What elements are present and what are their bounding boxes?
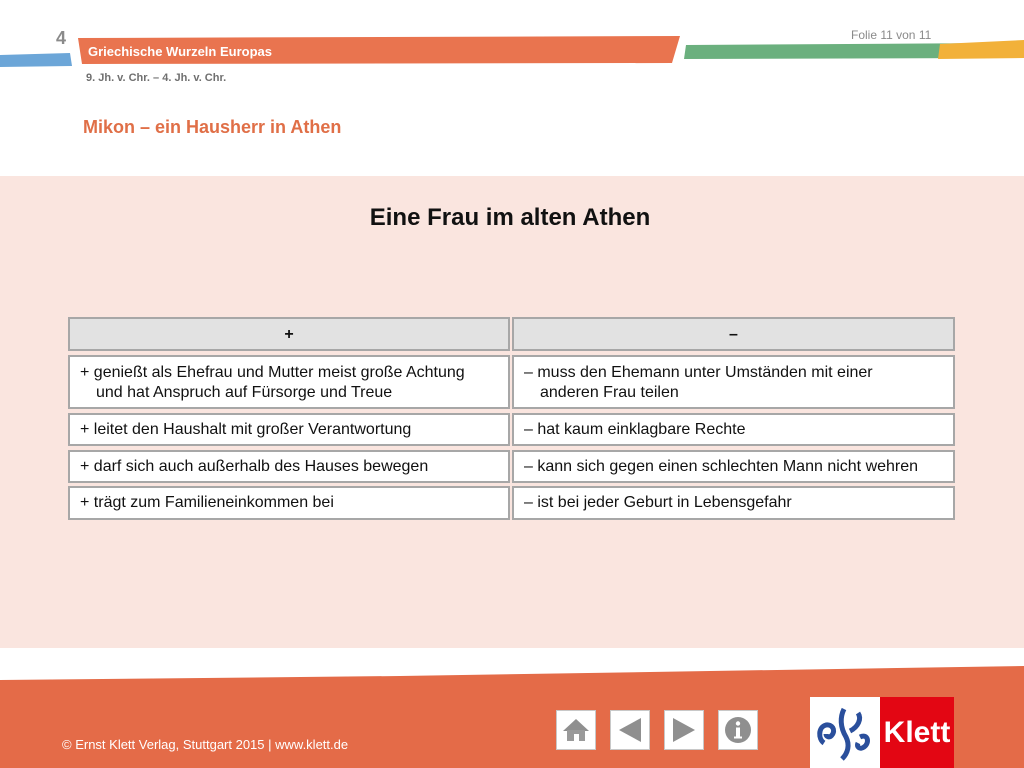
table-row-4-plus <box>68 486 510 520</box>
table-row-3-minus <box>512 450 955 483</box>
table-row-1-plus <box>68 355 510 409</box>
next-button[interactable] <box>664 710 704 750</box>
cell-line: + leitet den Haushalt mit großer Verantwortung <box>80 421 412 438</box>
previous-icon <box>615 715 645 745</box>
klett-wordmark: Klett <box>880 697 954 768</box>
cell-line: – kann sich gegen einen schlechten Mann nicht wehren <box>524 458 919 475</box>
cell-line: + trägt zum Familieneinkommen bei <box>80 494 334 511</box>
cell-line: – hat kaum einklagbare Rechte <box>524 421 746 438</box>
topic-title: Mikon – ein Hausherr in Athen <box>83 117 342 137</box>
cell-line: – ist bei jeder Geburt in Lebensgefahr <box>524 494 792 511</box>
klett-logo[interactable] <box>810 697 954 768</box>
slide-counter: Folie 11 von 11 <box>851 28 932 42</box>
info-icon <box>723 715 753 745</box>
klett-emblem-icon <box>810 697 880 768</box>
table-row-3-plus <box>68 450 510 483</box>
table-row-2-minus <box>512 413 955 446</box>
cell-line: + genießt als Ehefrau und Mutter meist große Achtung <box>80 364 465 381</box>
table-row-1-minus <box>512 355 955 409</box>
table-row-4-minus <box>512 486 955 520</box>
home-button[interactable] <box>556 710 596 750</box>
chapter-title: Griechische Wurzeln Europas <box>88 44 272 59</box>
table-header-minus: – <box>512 317 955 351</box>
cell-line: und hat Anspruch auf Fürsorge und Treue <box>96 384 393 401</box>
table-row-2-plus <box>68 413 510 446</box>
period-subtitle: 9. Jh. v. Chr. – 4. Jh. v. Chr. <box>86 72 227 84</box>
cell-line: + darf sich auch außerhalb des Hauses bewegen <box>80 458 429 475</box>
chapter-number: 4 <box>56 28 67 48</box>
table-header-plus: + <box>68 317 510 351</box>
cell-line: – muss den Ehemann unter Umständen mit einer <box>524 364 873 381</box>
content-area <box>0 176 1024 648</box>
page-title: Eine Frau im alten Athen <box>369 204 651 231</box>
cell-line: anderen Frau teilen <box>540 384 679 401</box>
home-icon <box>561 715 591 745</box>
next-icon <box>669 715 699 745</box>
info-button[interactable] <box>718 710 758 750</box>
previous-button[interactable] <box>610 710 650 750</box>
copyright-text: © Ernst Klett Verlag, Stuttgart 2015 | www.klett.de <box>62 737 349 752</box>
